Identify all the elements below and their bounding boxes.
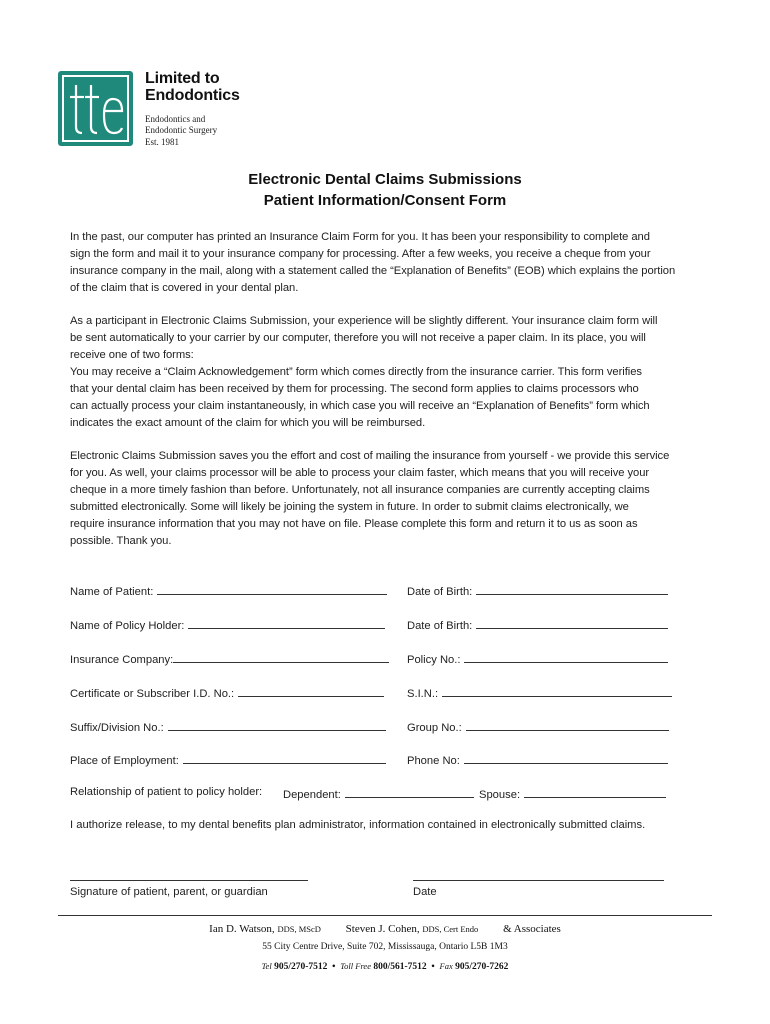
doctor-1-credentials: DDS, MScD <box>277 924 321 934</box>
established-year: Est. 1981 <box>145 137 180 147</box>
policy-no-input-line[interactable] <box>464 651 668 663</box>
paragraph-line: insurance company in the mail, along with a statement called the “Explanation of Benefits” (EOB) which explains the portion <box>70 265 676 277</box>
policy-holder-input-line[interactable] <box>188 617 385 629</box>
group-no-field <box>407 719 669 734</box>
paragraph-line: require insurance information that you may not have on file. Please complete this form and return it to us as soon as <box>70 518 638 530</box>
paragraph-line: cheque in a more timely fashion than before. Unfortunately, not all insurance companies are currently accepting claims <box>70 484 650 496</box>
footer-contacts <box>0 961 770 972</box>
brand-sub-line-1: Endodontics and <box>145 114 206 124</box>
certificate-no-field <box>70 685 384 700</box>
form-subtitle: Patient Information/Consent Form <box>263 192 507 209</box>
bullet-separator: • <box>431 962 435 972</box>
brand-line-2: Endodontics <box>145 87 240 104</box>
doctor-2-credentials: DDS, Cert Endo <box>422 924 479 934</box>
benefits-paragraph <box>70 448 710 550</box>
certificate-no-input-line[interactable] <box>238 685 384 697</box>
footer-doctors <box>0 923 770 935</box>
spouse-label: Spouse: <box>479 789 521 801</box>
patient-name-label: Name of Patient: <box>70 586 154 598</box>
patient-dob-input-line[interactable] <box>476 583 668 595</box>
paragraph-line: for you. As well, your claims processor will be able to process your claim faster, which means that you will receive your <box>70 467 650 479</box>
insurance-company-field <box>70 651 389 666</box>
brand-sub-line-2: Endodontic Surgery <box>145 125 218 135</box>
relationship-field <box>70 786 262 798</box>
tollfree-label: Toll Free <box>340 961 371 971</box>
paragraph-line: You may receive a “Claim Acknowledgement” form which comes directly from the insurance carrier. This form verifies <box>70 366 642 378</box>
patient-name-input-line[interactable] <box>157 583 387 595</box>
suffix-division-label: Suffix/Division No.: <box>70 722 164 734</box>
relationship-label: Relationship of patient to policy holder: <box>70 786 263 798</box>
place-of-employment-field <box>70 752 386 767</box>
sin-field <box>407 685 672 700</box>
phone-no-label: Phone No: <box>407 755 460 767</box>
signature-line[interactable] <box>70 880 308 881</box>
policy-holder-label: Name of Policy Holder: <box>70 620 185 632</box>
group-no-label: Group No.: <box>407 722 462 734</box>
form-title: Electronic Dental Claims Submissions <box>248 171 522 188</box>
patient-name-field <box>70 583 387 598</box>
date-signature-label: Date <box>413 886 437 898</box>
dependent-field <box>283 786 474 801</box>
group-no-input-line[interactable] <box>466 719 669 731</box>
intro-paragraph <box>70 229 710 297</box>
dependent-label: Dependent: <box>283 789 341 801</box>
doctor-1-name: Ian D. Watson, <box>209 923 275 935</box>
paragraph-line: possible. Thank you. <box>70 535 172 547</box>
phone-no-input-line[interactable] <box>464 752 668 764</box>
place-of-employment-label: Place of Employment: <box>70 755 179 767</box>
paragraph-line: sign the form and mail it to your insurance company for processing. After a few weeks, you receive a cheque from your <box>70 248 651 260</box>
date-signature-line[interactable] <box>413 880 664 881</box>
patient-dob-label: Date of Birth: <box>407 586 473 598</box>
tte-logo-icon <box>58 71 133 146</box>
policy-no-label: Policy No.: <box>407 654 461 666</box>
insurance-company-input-line[interactable] <box>173 651 389 663</box>
authorization-statement: I authorize release, to my dental benefits plan administrator, information contained in electronically submitted claims. <box>70 819 646 831</box>
policy-no-field <box>407 651 668 666</box>
paragraph-line: that your dental claim has been received by them for processing. The second form applies to claims processors who <box>70 383 639 395</box>
paragraph-line: receive one of two forms: <box>70 349 194 361</box>
bullet-separator: • <box>332 962 336 972</box>
brand-subtitle <box>145 114 217 136</box>
suffix-division-input-line[interactable] <box>168 719 386 731</box>
patient-dob-field <box>407 583 668 598</box>
policy-holder-dob-label: Date of Birth: <box>407 620 473 632</box>
insurance-company-label: Insurance Company: <box>70 654 174 666</box>
brand-line-1: Limited to <box>145 70 220 87</box>
sin-input-line[interactable] <box>442 685 672 697</box>
policy-holder-dob-input-line[interactable] <box>476 617 668 629</box>
tel-label: Tel <box>261 961 272 971</box>
paragraph-line: of the claim that is covered in your dental plan. <box>70 282 299 294</box>
spouse-input-line[interactable] <box>524 786 666 798</box>
paragraph-line: indicates the exact amount of the claim for which you will be reimbursed. <box>70 417 426 429</box>
associates: & Associates <box>503 923 561 935</box>
brand-name <box>145 70 240 104</box>
dependent-input-line[interactable] <box>345 786 474 798</box>
tel-number: 905/270-7512 <box>274 962 328 972</box>
footer-address: 55 City Centre Drive, Suite 702, Mississauga, Ontario L5B 1M3 <box>262 942 508 952</box>
paragraph-line: As a participant in Electronic Claims Submission, your experience will be slightly different. Your insurance claim form will <box>70 315 658 327</box>
tollfree-number: 800/561-7512 <box>373 962 427 972</box>
signature-label: Signature of patient, parent, or guardian <box>70 886 268 898</box>
footer-divider <box>58 915 712 916</box>
policy-holder-dob-field <box>407 617 668 632</box>
paragraph-line: can actually process your claim instantaneously, in which case you will receive an “Explanation of Benefits” form which <box>70 400 650 412</box>
fax-number: 905/270-7262 <box>455 962 509 972</box>
certificate-no-label: Certificate or Subscriber I.D. No.: <box>70 688 235 700</box>
policy-holder-field <box>70 617 385 632</box>
fax-label: Fax <box>439 961 453 971</box>
paragraph-line: submitted electronically. Some will likely be joining the system in future. In order to submit claims electronically, we <box>70 501 629 513</box>
doctor-2-name: Steven J. Cohen, <box>345 923 420 935</box>
participation-paragraph <box>70 313 710 432</box>
phone-no-field <box>407 752 668 767</box>
sin-label: S.I.N.: <box>407 688 439 700</box>
paragraph-line: Electronic Claims Submission saves you the effort and cost of mailing the insurance from yourself - we provide this service <box>70 450 670 462</box>
spouse-field <box>479 786 666 801</box>
suffix-division-field <box>70 719 386 734</box>
paragraph-line: In the past, our computer has printed an Insurance Claim Form for you. It has been your responsibility to complete and <box>70 231 650 243</box>
place-of-employment-input-line[interactable] <box>183 752 386 764</box>
paragraph-line: be sent automatically to your carrier by our computer, therefore you will not receive a paper claim. In its place, you will <box>70 332 646 344</box>
